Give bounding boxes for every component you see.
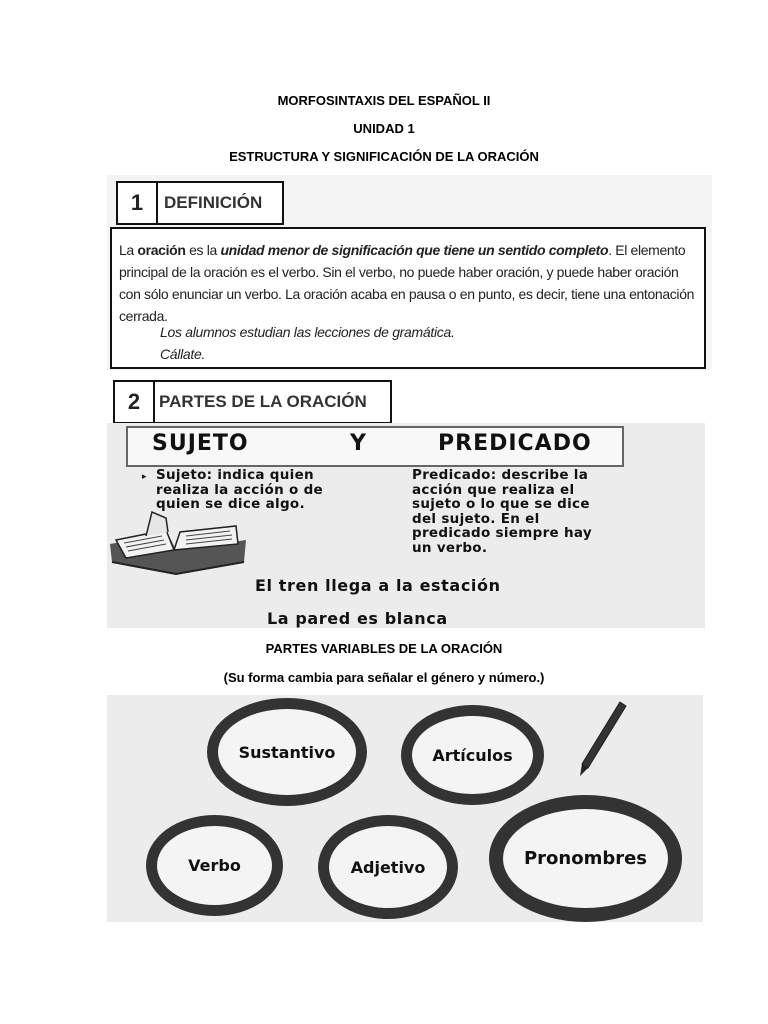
part-adjetivo: Adjetivo — [318, 815, 458, 919]
book-icon — [106, 510, 248, 582]
section-title: DEFINICIÓN — [164, 193, 263, 212]
subject-predicate-banner — [126, 426, 624, 467]
variable-parts-title: PARTES VARIABLES DE LA ORACIÓN — [265, 641, 503, 656]
definition-heading — [116, 181, 284, 225]
predicate-definition: Predicado: describe la acción que realiza el sujeto o lo que se dice del sujeto. En el predicado siempre hay un verbo. — [412, 467, 592, 556]
bullet-icon: ▸ — [142, 472, 147, 482]
part-verbo: Verbo — [146, 815, 283, 916]
banner-subject: SUJETO — [152, 431, 249, 456]
banner-predicate: PREDICADO — [438, 431, 592, 456]
example-sentence: El tren llega a la estación — [255, 576, 501, 595]
banner-and: Y — [350, 431, 367, 456]
section-number: 1 — [118, 183, 158, 223]
part-sustantivo: Sustantivo — [207, 698, 367, 806]
example-sentence: La pared es blanca — [267, 609, 448, 628]
section-number: 2 — [115, 382, 155, 422]
definition-examples — [160, 321, 455, 365]
part-pronombres: Pronombres — [489, 795, 682, 922]
example-sentence: Cállate. — [160, 346, 206, 362]
definition-box — [110, 227, 706, 369]
course-title: MORFOSINTAXIS DEL ESPAÑOL II — [277, 93, 491, 108]
part-articulos: Artículos — [401, 705, 544, 805]
example-sentence: Los alumnos estudian las lecciones de gramática. — [160, 324, 455, 340]
section-title: PARTES DE LA ORACIÓN — [159, 392, 367, 411]
topic-title: ESTRUCTURA Y SIGNIFICACIÓN DE LA ORACIÓN — [229, 149, 539, 164]
pencil-icon — [576, 698, 628, 778]
parts-heading — [113, 380, 392, 424]
variable-parts-subtitle: (Su forma cambia para señalar el género y número.) — [223, 670, 545, 685]
subject-definition: Sujeto: indica quien realiza la acción o de quien se dice algo. — [156, 467, 324, 512]
definition-text: La oración es la unidad menor de significación que tiene un sentido completo. El elemento principal de la oración es el verbo. Sin el verbo, no puede haber oración, y puede haber oración con sólo enunciar un verbo. La oración acaba en pausa o en punto, es decir, tiene una entonación cerrada. — [119, 242, 695, 324]
unit-title: UNIDAD 1 — [353, 121, 415, 136]
